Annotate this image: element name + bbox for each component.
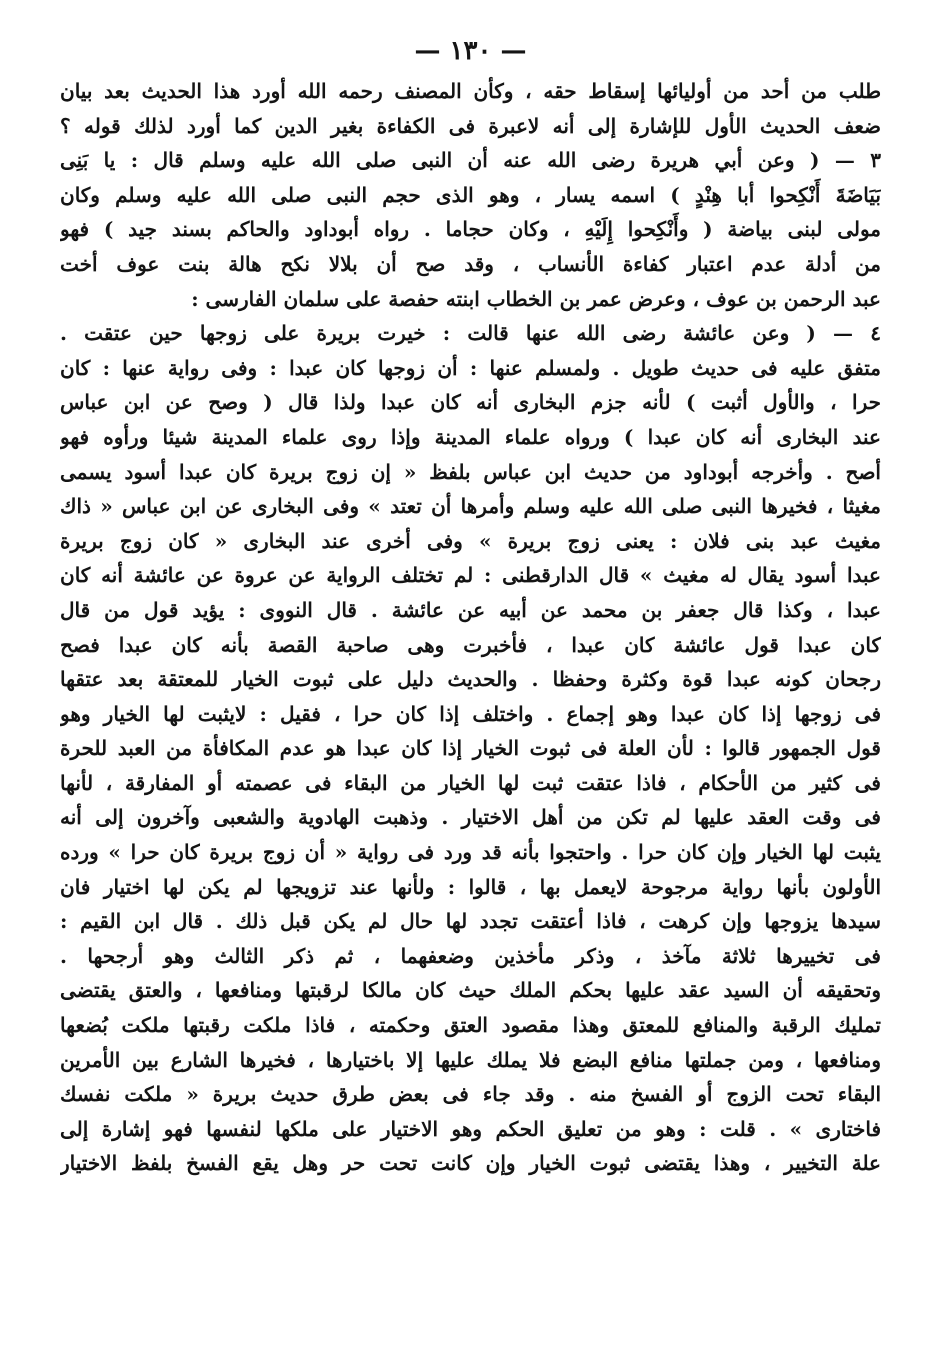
text-line: قول الجمهور قالوا : لأن العلة فى ثبوت الخيار إذا كان عبدا هو عدم المكافأة من العبد للحرة <box>60 736 881 761</box>
text-line: تمليك الرقبة والمنافع للمعتق وهذا مقصود العتق وحكمته ، فاذا ملكت رقبتها ملكت بُضعها <box>60 1013 881 1038</box>
text-line: ضعف الحديث الأول للإشارة إلى أنه لاعبرة فى الكفاءة بغير الدين كما أورد لذلك قوله ؟ <box>60 113 881 138</box>
text-line: فى زوجها إذا كان عبدا وهو إجماع . واختلف إذا كان حرا ، فقيل : لايثبت لها الخيار وهو <box>60 701 881 726</box>
text-line: حرا ، والأول أثبت ) لأنه جزم البخارى أنه كان عبدا ولذا قال ( وصح عن ابن عباس <box>60 390 881 415</box>
text-line: مولى لبنى بياضة ( وأَنْكِحوا إِلَيْهِ ، وكان حجاما . رواه أبوداود والحاكم بسند جيد ) فهو <box>60 217 881 242</box>
text-line: سيدها يزوجها وإن كرهت ، فاذا أعتقت تجدد لها حال لم يكن قبل ذلك . قال ابن القيم : <box>60 909 881 934</box>
text-line: من أدلة عدم اعتبار كفاءة الأنساب ، وقد صح أن بلالا نكح هالة بنت عوف أخت <box>60 251 881 276</box>
text-line: فى تخييرها ثلاثة مآخذ ، وذكر مأخذين وضعفهما ، ثم ذكر الثالث وهو أرجحها . <box>60 943 881 968</box>
page-body <box>60 74 881 1181</box>
text-line: مغيثا ، فخيرها النبى صلى الله عليه وسلم وأمرها أن تعتد » وفى البخارى عن ابن عباس « ذاك <box>60 494 881 519</box>
text-line: ومنافعها ، ومن جملتها منافع البضع فلا يملك عليها إلا باختيارها ، فخيرها الشارع بين الأمرين <box>60 1047 881 1072</box>
text-line: عبدا أسود يقال له مغيث » قال الدارقطنى : لم تختلف الرواية عن عروة عن عائشة أنه كان <box>60 563 881 588</box>
text-line: وتحقيقه أن السيد عقد عليها بحكم الملك حيث كان مالكا لرقبتها ومنافعها ، والعتق يقتضى <box>60 978 881 1003</box>
page-number: — ١٣٠ — <box>414 36 527 66</box>
text-line: الأولون بأنها رواية مرجوحة لايعمل بها ، قالوا : ولأنها عند تزويجها لم يكن لها اختيار فان <box>60 874 881 899</box>
text-line: طلب من أحد من أوليائها إسقاط حقه ، وكأن المصنف رحمه الله أورد هذا الحديث بعد بيان <box>60 79 881 103</box>
text-line: أصح . وأخرجه أبوداود من حديث ابن عباس بلفظ « إن زوج بريرة كان عبدا أسود يسمى <box>60 459 881 484</box>
text-line: يثبت لها الخيار وإن كان حرا . واحتجوا بأنه قد ورد فى رواية « أن زوج بريرة كان حرا » ورده <box>60 840 881 865</box>
text-line: ٤ — ( وعن عائشة رضى الله عنها قالت : خيرت بريرة على زوجها حين عتقت . <box>60 321 881 346</box>
text-line: علة التخيير ، وهذا يقتضى ثبوت الخيار وإن كانت تحت حر وهل يقع الفسخ بلفظ الاختيار <box>60 1151 881 1176</box>
text-line: عبد الرحمن بن عوف ، وعرض عمر بن الخطاب ابنته حفصة على سلمان الفارسى : <box>191 286 881 311</box>
text-line: عند البخارى أنه كان عبدا ) ورواه علماء المدينة وإذا روى علماء المدينة شيئا ورأوه فهو <box>60 424 881 449</box>
text-line: بَيَاضَةَ أَنْكِحوا أبا هِنْدٍ ) اسمه يسار ، وهو الذى حجم النبى صلى الله عليه وسلم وكان <box>60 182 881 207</box>
text-line: فى وقت العقد عليها لم تكن من أهل الاختيار . وذهبت الهادوية والشعبى وآخرون إلى أنه <box>60 805 881 830</box>
text-line: ٣ — ( وعن أبي هريرة رضى الله عنه أن النبى صلى الله عليه وسلم قال : يا بَنِى <box>60 148 881 173</box>
text-line: فاختارى » . قلت : وهو من تعليق الحكم وهو الاختيار على ملكها لنفسها فهو إشارة إلى <box>60 1116 881 1141</box>
text-line: مغيث عبد بنى فلان : يعنى زوج بريرة » وفى أخرى عند البخارى « كان زوج بريرة <box>60 528 881 553</box>
text-line: فى كثير من الأحكام ، فاذا عتقت ثبت لها الخيار من البقاء فى عصمته أو المفارقة ، لأنها <box>60 770 881 795</box>
text-line: كان عبدا قول عائشة كان عبدا ، فأخبرت وهى صاحبة القصة بأنه كان عبدا فصح <box>60 632 881 657</box>
text-line: متفق عليه فى حديث طويل . ولمسلم عنها : أن زوجها كان عبدا : وفى رواية عنها : كان <box>60 355 881 380</box>
text-line: عبدا ، وكذا قال جعفر بن محمد عن أبيه عن عائشة . قال النووى : يؤيد قول من قال <box>60 597 881 622</box>
text-line: رجحان كونه عبدا قوة وكثرة وحفظا . والحديث دليل على ثبوت الخيار للمعتقة بعد عتقها <box>60 667 881 692</box>
text-line: البقاء تحت الزوج أو الفسخ منه . وقد جاء فى بعض طرق حديث بريرة « ملكت نفسك <box>60 1082 881 1107</box>
